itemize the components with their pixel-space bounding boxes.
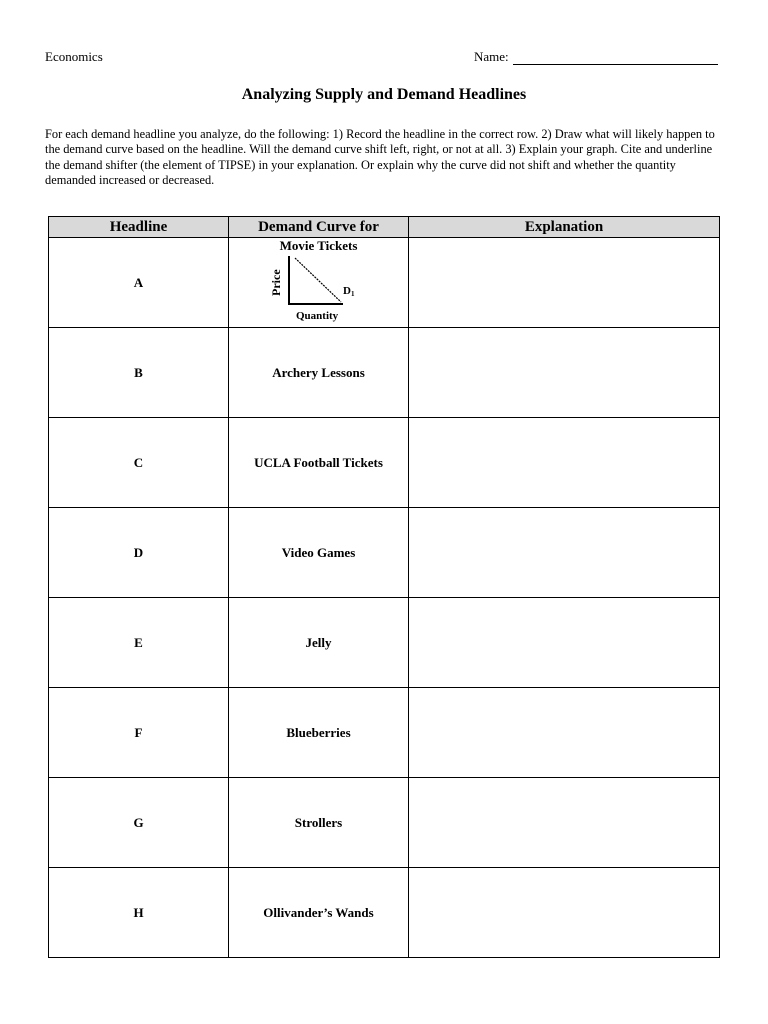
- table-row: [49, 688, 720, 778]
- instructions-paragraph: For each demand headline you analyze, do the following: 1) Record the headline in the correct row. 2) Draw what will likely happen to the demand curve based on the headline. Will the demand curve shift left, right, or not at all. 3) Explain your graph. Cite and underline the demand shifter (the element of TIPSE) in your explanation. Or explain why the curve did not shift and whether the quantity demanded increased or decreased.: [45, 127, 715, 187]
- table-row: [49, 328, 720, 418]
- name-blank-line[interactable]: [513, 51, 718, 65]
- table-row: [49, 238, 720, 328]
- headline-letter: C: [49, 418, 229, 508]
- demand-item-label: Strollers: [229, 778, 409, 868]
- demand-item-label: Archery Lessons: [229, 328, 409, 418]
- worksheet-title: Analyzing Supply and Demand Headlines: [241, 86, 527, 103]
- demand-curve-graph: [259, 252, 379, 328]
- headline-letter: F: [49, 688, 229, 778]
- table-header-row: [49, 217, 720, 238]
- x-axis-label: Quantity: [296, 310, 339, 322]
- table-row: [49, 508, 720, 598]
- header-explanation: Explanation: [409, 217, 720, 238]
- table-row: [49, 418, 720, 508]
- headline-letter: D: [49, 508, 229, 598]
- demand-graph-cell: [229, 238, 409, 328]
- curve-label: [343, 285, 355, 298]
- demand-item-label: Blueberries: [229, 688, 409, 778]
- curve-letter: D: [343, 285, 351, 297]
- explanation-cell[interactable]: [409, 328, 720, 418]
- explanation-cell[interactable]: [409, 238, 720, 328]
- curve-subscript: 1: [350, 290, 355, 298]
- table-row: [49, 778, 720, 868]
- headline-letter: E: [49, 598, 229, 688]
- demand-item-label: UCLA Football Tickets: [229, 418, 409, 508]
- y-axis-label: Price: [269, 269, 283, 296]
- headline-letter: G: [49, 778, 229, 868]
- explanation-cell[interactable]: [409, 508, 720, 598]
- demand-item-label: Movie Tickets: [279, 238, 358, 253]
- name-field[interactable]: [474, 49, 718, 65]
- subject-label: Economics: [45, 49, 103, 64]
- explanation-cell[interactable]: [409, 688, 720, 778]
- header-demand-curve: Demand Curve for: [229, 217, 409, 238]
- demand-curve-line: [295, 258, 341, 302]
- explanation-cell[interactable]: [409, 778, 720, 868]
- demand-item-label: Jelly: [229, 598, 409, 688]
- headline-letter: A: [49, 238, 229, 328]
- demand-item-label: Video Games: [229, 508, 409, 598]
- header-headline: Headline: [49, 217, 229, 238]
- headline-table: [48, 216, 720, 958]
- explanation-cell[interactable]: [409, 418, 720, 508]
- table-row: [49, 868, 720, 958]
- explanation-cell[interactable]: [409, 598, 720, 688]
- name-label: Name:: [474, 49, 509, 64]
- headline-letter: H: [49, 868, 229, 958]
- table-row: [49, 598, 720, 688]
- explanation-cell[interactable]: [409, 868, 720, 958]
- headline-letter: B: [49, 328, 229, 418]
- demand-item-label: Ollivander’s Wands: [229, 868, 409, 958]
